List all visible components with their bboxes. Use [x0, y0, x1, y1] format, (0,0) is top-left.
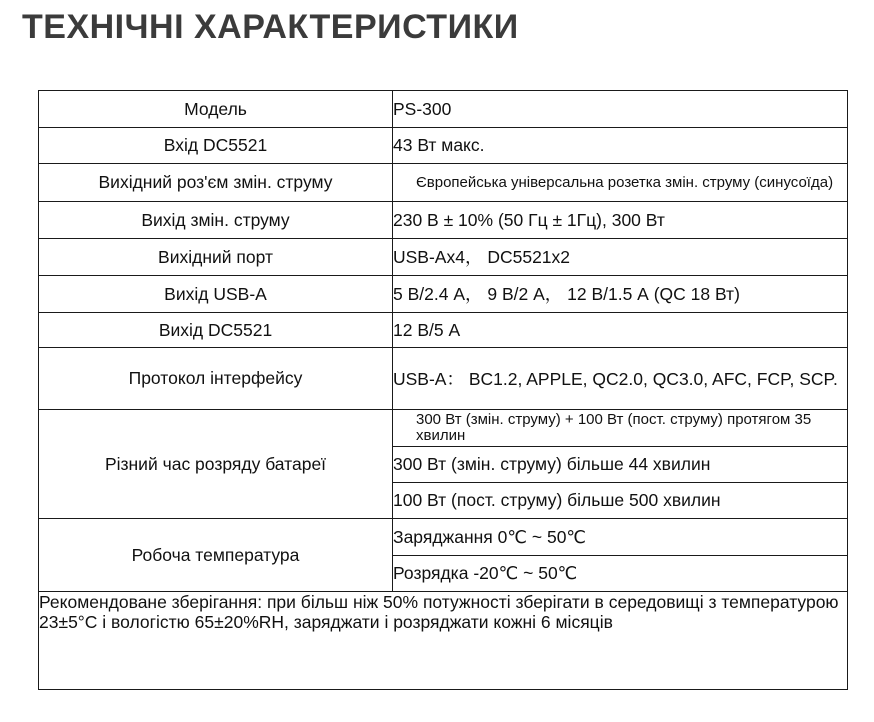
storage-recommendation-note: Рекомендоване зберігання: при більш ніж 50% потужності зберігати в середовищі з температурою 23±5°C і вологістю 65±20%RH, заряджати і розряджати кожні 6 місяців [39, 592, 848, 690]
spec-value-charging-temperature: Заряджання 0℃ ~ 50℃ [393, 519, 848, 556]
table-row [39, 91, 848, 128]
table-row [39, 592, 848, 690]
spec-value-ac-output: 230 В ± 10% (50 Гц ± 1Гц), 300 Вт [393, 202, 848, 239]
spec-value-protocol: USB-A： BC1.2, APPLE, QC2.0, QC3.0, AFC, FCP, SCP. [393, 348, 848, 410]
spec-value-discharge-time-2: 300 Вт (змін. струму) більше 44 хвилин [393, 447, 848, 483]
spec-value-discharge-temperature: Розрядка -20℃ ~ 50℃ [393, 556, 848, 592]
spec-label-ac-output: Вихід змін. струму [39, 202, 393, 239]
table-row [39, 410, 848, 447]
spec-value-input: 43 Вт макс. [393, 128, 848, 164]
spec-label-discharge-time: Різний час розряду батареї [39, 410, 393, 519]
spec-label-output-ports: Вихідний порт [39, 239, 393, 276]
spec-value-usb-output: 5 В/2.4 А， 9 В/2 А， 12 В/1.5 А (QC 18 Вт) [393, 276, 848, 313]
table-row [39, 313, 848, 348]
spec-label-protocol: Протокол інтерфейсу [39, 348, 393, 410]
table-row [39, 128, 848, 164]
spec-label-model: Модель [39, 91, 393, 128]
spec-label-dc-output: Вихід DC5521 [39, 313, 393, 348]
table-row [39, 239, 848, 276]
table-row [39, 276, 848, 313]
spec-value-output-ports: USB-Ax4， DC5521x2 [393, 239, 848, 276]
spec-value-dc-output: 12 В/5 А [393, 313, 848, 348]
spec-label-usb-output: Вихід USB-A [39, 276, 393, 313]
table-row [39, 348, 848, 410]
table-row [39, 202, 848, 239]
spec-label-ac-socket: Вихідний роз'єм змін. струму [39, 164, 393, 202]
spec-value-ac-socket: Європейська універсальна розетка змін. струму (синусоїда) [393, 164, 848, 202]
spec-value-model: PS-300 [393, 91, 848, 128]
table-row [39, 519, 848, 556]
page-title: ТЕХНІЧНІ ХАРАКТЕРИСТИКИ [22, 8, 519, 46]
spec-label-operating-temperature: Робоча температура [39, 519, 393, 592]
spec-value-discharge-time-1: 300 Вт (змін. струму) + 100 Вт (пост. струму) протягом 35 хвилин [393, 410, 848, 447]
spec-label-input: Вхід DC5521 [39, 128, 393, 164]
specifications-table [38, 90, 848, 690]
spec-value-discharge-time-3: 100 Вт (пост. струму) більше 500 хвилин [393, 483, 848, 519]
table-row [39, 164, 848, 202]
